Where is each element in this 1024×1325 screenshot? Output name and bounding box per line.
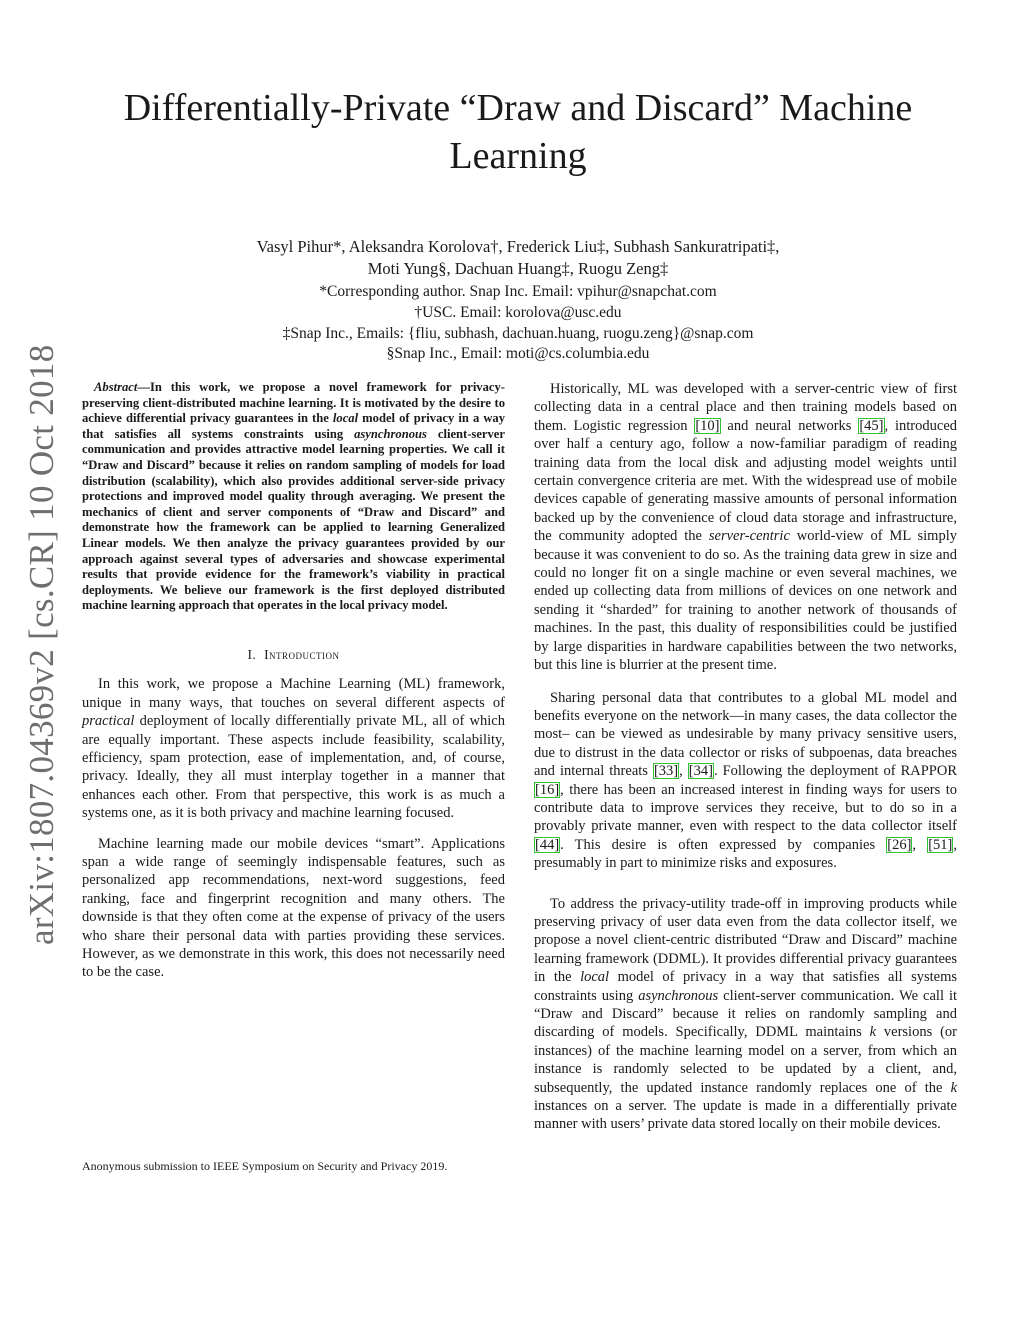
affiliation-snap: ‡Snap Inc., Emails: {fliu, subhash, dachuan.huang, ruogu.zeng}@snap.com (282, 324, 754, 342)
affiliations (150, 282, 886, 365)
intro-paragraph-1: In this work, we propose a Machine Learning (ML) framework, unique in many ways, that touches on several different aspects of practical deployment of locally differentially private ML, all of which are equally important. These aspects include feasibility, scalability, efficiency, spam protection, ease of implementation, and, of course, privacy. Ideally, they all must interplay together in a manner that enhances each other. From that perspective, this work is as much a systems one, as it is both privacy and machine learning focused. (82, 676, 505, 822)
paper-title: Differentially-Private “Draw and Discard” Machine Learning (123, 87, 913, 177)
right-column (534, 380, 957, 1134)
affiliation-usc: †USC. Email: korolova@usc.edu (414, 303, 622, 321)
affiliation-corresponding: *Corresponding author. Snap Inc. Email: vpihur@snapchat.com (319, 283, 717, 300)
citation-16[interactable]: [16] (535, 781, 560, 798)
citation-44[interactable]: [44] (535, 836, 560, 853)
citation-10[interactable]: [10] (695, 417, 720, 434)
section-heading-introduction: I. Introduction (247, 646, 340, 662)
citation-33[interactable]: [33] (653, 763, 679, 780)
intro-paragraph-2: Machine learning made our mobile devices “smart”. Applications span a wide range of seemingly indispensable features, such as personalized app recommendations, next-word suggestions, feed ranking, face and fingerprint recognition and many others. The downside is that they often come at the expense of privacy of the users who share their personal data with parties providing these services. However, as we demonstrate in this work, this does not necessarily need to be the case. (82, 835, 505, 981)
author-list (150, 236, 886, 280)
footnote: Anonymous submission to IEEE Symposium on Security and Privacy 2019. (82, 1159, 448, 1173)
abstract-label: Abstract (94, 380, 138, 394)
intro-paragraph-5: To address the privacy-utility trade-off in improving products while preserving privacy of user data even from the data collector itself, we propose a novel client-centric distributed “Draw and Discard” machine learning framework (DDML). It provides differential privacy guarantees in the local model of privacy in a way that satisfies all systems constraints using asynchronous client-server communication. We call it “Draw and Discard” because it relies on randomly sampling and discarding of models. Specifically, DDML maintains k versions (or instances) of the machine learning model on a server, from which an instance is randomly selected to be updated by a client, and, subsequently, the updated instance randomly replaces one of the k instances on a server. The update is made in a differentially private manner with users’ private data stored locally on their mobile devices. (534, 895, 958, 1133)
abstract: Abstract—In this work, we propose a novel framework for privacy-preserving client-distributed machine learning. It is motivated by the desire to achieve differential privacy guarantees in the local model of privacy in a way that satisfies all systems constraints using asynchronous client-server communication and provides attractive model learning properties. We call it “Draw and Discard” because it relies on random sampling of models for load distribution (scalability), which also provides additional server-side privacy protections and improved model quality through averaging. We present the mechanics of client and server components of “Draw and Discard” and demonstrate how the framework can be applied to learning Generalized Linear models. We then analyze the privacy guarantees provided by our approach against several types of adversaries and showcase experimental results that provide evidence for the framework’s viability in practical deployments. We believe our framework is the first deployed distributed machine learning approach that operates in the local privacy model. (82, 380, 506, 613)
citation-51[interactable]: [51] (928, 836, 953, 853)
intro-paragraph-3: Historically, ML was developed with a server-centric view of first collecting data in a central place and then training models based on them. Logistic regression [10] and neural networks [45], introduced over half a century ago, follow a now-familiar paradigm of reading training data from the local disk and adjusting model weights until certain convergence criteria are met. With the widespread use of mobile devices capable of generating massive amounts of personal information backed up by the convenience of cloud data storage and infrastructure, the community adopted the server-centric world-view of ML simply because it was convenient to do so. As the training data grew in size and could no longer fit on a single machine or even several machines, we ended up collecting data from millions of devices on one network and sending it “sharded” for training to another network of thousands of machines. In the past, this duality of responsibilities could be justified by large disparities in hardware capabilities between the two networks, but this line is blurrier at the present time. (534, 381, 958, 674)
author-line-1: Vasyl Pihur*, Aleksandra Korolova†, Frederick Liu‡, Subhash Sankuratripati‡, (256, 237, 780, 256)
author-line-2: Moti Yung§, Dachuan Huang‡, Ruogu Zeng‡ (367, 259, 669, 278)
arxiv-identifier: arXiv:1807.04369v2 [cs.CR] 10 Oct 2018 (22, 344, 61, 945)
left-column (82, 380, 505, 982)
affiliation-columbia: §Snap Inc., Email: moti@cs.columbia.edu (386, 345, 650, 363)
citation-34[interactable]: [34] (688, 763, 713, 780)
intro-paragraph-4: Sharing personal data that contributes to a global ML model and benefits everyone on the network—in many cases, the data collector the most– can be viewed as undesirable by many privacy sensitive users, due to distrust in the data collector or risks of subpoenas, data breaches and internal threats [33], [34]. Following the deployment of RAPPOR [16], there has been an increased interest in finding ways for users to contribute data to improve services they receive, but to do so in a provably private manner, even with respect to the data collector itself [44]. This desire is often expressed by companies [26], [51], presumably in part to minimize risks and exposures. (534, 689, 957, 872)
citation-45[interactable]: [45] (859, 417, 884, 434)
citation-26[interactable]: [26] (887, 836, 912, 853)
